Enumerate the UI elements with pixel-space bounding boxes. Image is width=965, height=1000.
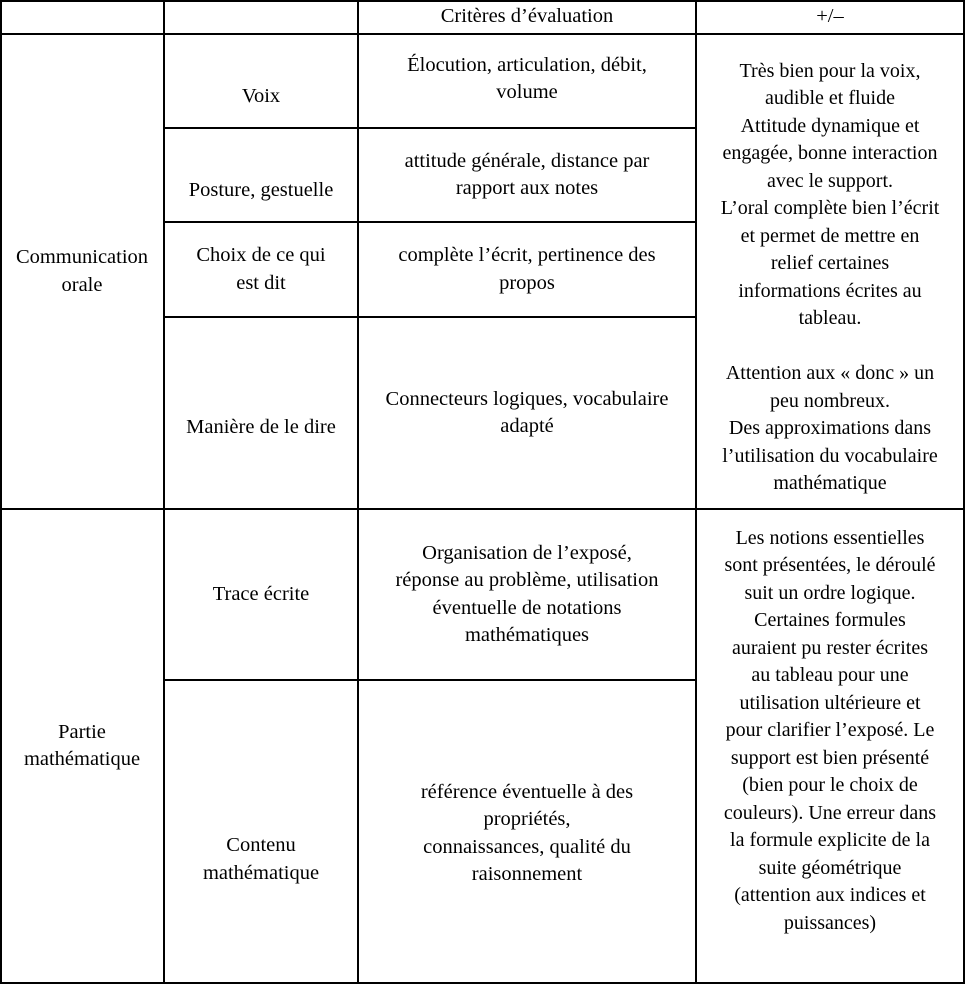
border-row-5 xyxy=(164,679,696,681)
header-empty-2 xyxy=(164,0,358,34)
border-row-1 xyxy=(164,127,696,129)
item-voix: Voix xyxy=(241,84,281,107)
criteria-contenu: référence éventuelle à des propriétés, connaissances, qualité du raisonnement xyxy=(420,780,634,885)
criteria-maniere: Connecteurs logiques, vocabulaire adapté xyxy=(385,387,669,437)
header-empty-1 xyxy=(0,0,164,34)
criteria-voix: Élocution, articulation, débit, volume xyxy=(407,53,647,103)
item-contenu: Contenu mathématique xyxy=(202,834,320,884)
border-bottom xyxy=(0,982,965,984)
section-title-communication: Communication orale xyxy=(15,246,149,296)
border-col-3 xyxy=(695,0,697,984)
item-trace-ecrite: Trace écrite xyxy=(212,582,310,605)
header-criteria: Critères d’évaluation xyxy=(440,5,614,28)
header-plus-minus: +/– xyxy=(816,5,844,28)
border-col-2 xyxy=(357,0,359,984)
border-header xyxy=(0,33,965,35)
item-choix: Choix de ce qui est dit xyxy=(196,244,326,294)
border-section xyxy=(0,508,965,510)
section-title-mathematique: Partie mathématique xyxy=(23,720,141,770)
border-left xyxy=(0,0,2,984)
criteria-choix: complète l’écrit, pertinence des propos xyxy=(398,244,656,294)
comment-communication: Très bien pour la voix, audible et fluide Attitude dynamique et engagée, bonne interaction avec le support. L’oral complète bien l’écrit et permet de mettre en relief certaines informations écrites au tableau. Attention aux « donc » un peu nombreux. Des approximations dans l’utilisation du vocabulaire mathématique xyxy=(720,59,940,494)
border-col-1 xyxy=(163,0,165,984)
criteria-trace-ecrite: Organisation de l’exposé, réponse au problème, utilisation éventuelle de notations mathématiques xyxy=(395,541,659,646)
comment-mathematique: Les notions essentielles sont présentées, le déroulé suit un ordre logique. Certaines formules auraient pu rester écrites au tableau pour une utilisation ultérieure et pour clarifier l’exposé. Le support est bien présenté (bien pour le choix de couleurs). Une erreur dans la formule explicite de la suite géométrique (attention aux indices et puissances) xyxy=(723,526,937,934)
border-right xyxy=(963,0,965,984)
criteria-posture: attitude générale, distance par rapport aux notes xyxy=(404,149,650,199)
border-row-3 xyxy=(164,316,696,318)
border-row-2 xyxy=(164,221,696,223)
border-top xyxy=(0,0,965,2)
item-posture: Posture, gestuelle xyxy=(188,178,334,201)
item-maniere: Manière de le dire xyxy=(186,416,336,439)
